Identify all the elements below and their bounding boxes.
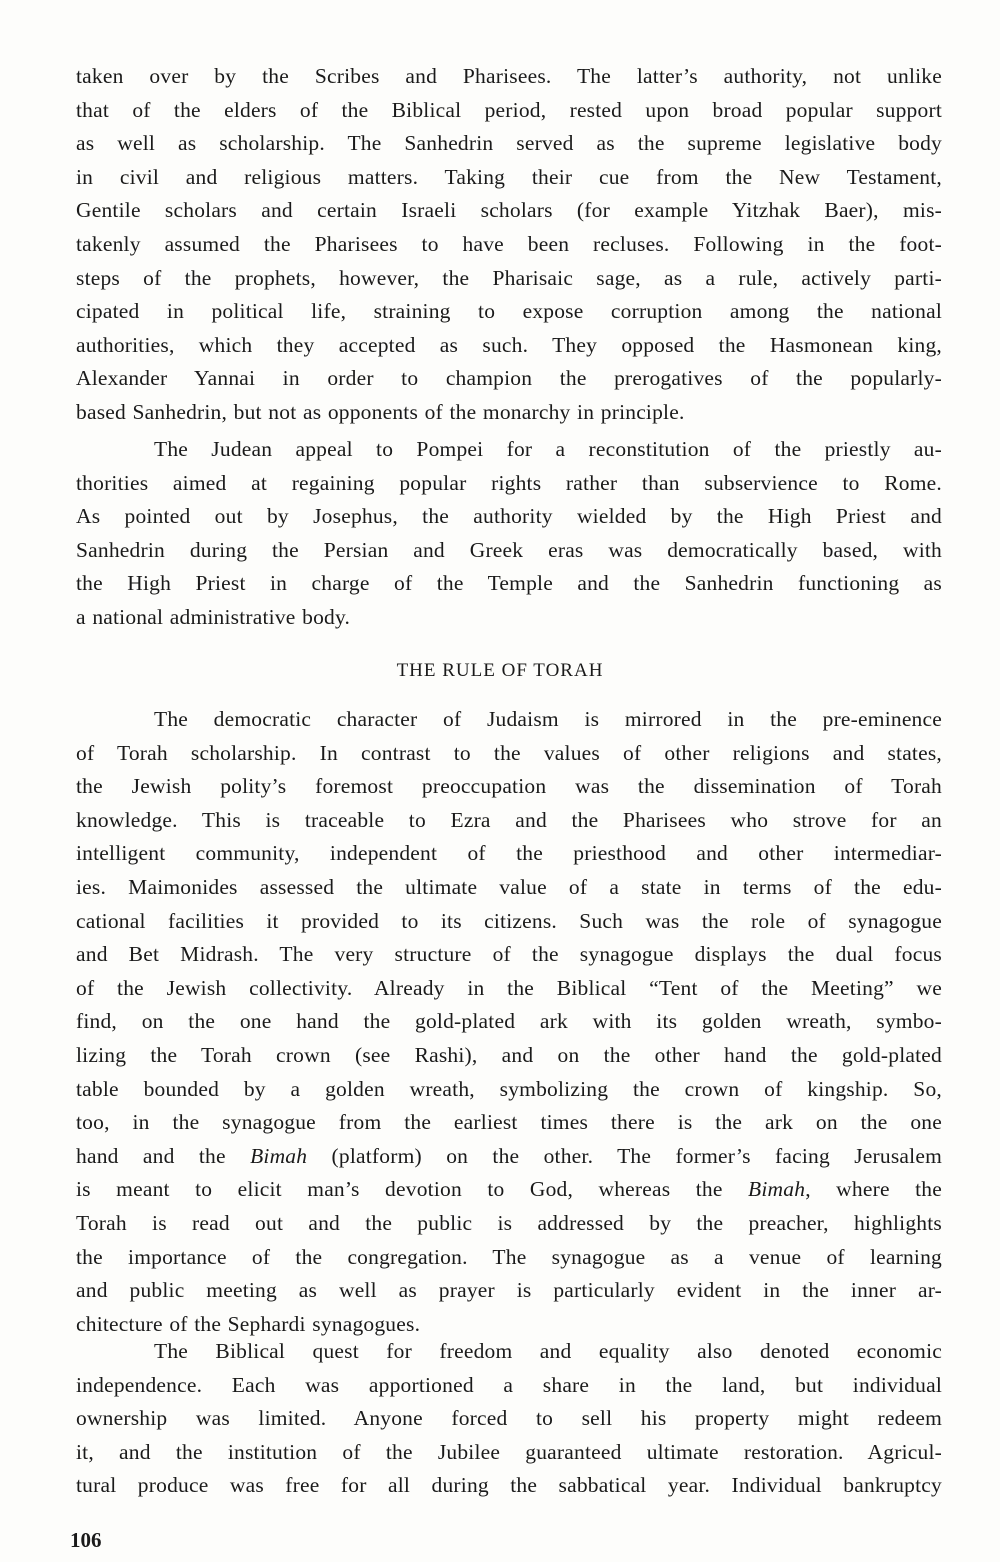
text-line: too, in the synagogue from the earliest times there is the ark on the one — [76, 1110, 942, 1135]
text-line: based Sanhedrin, but not as opponents of the monarchy in principle. — [76, 399, 685, 424]
text-line: intelligent community, independent of the priesthood and other intermediar- — [76, 841, 942, 866]
text-line: steps of the prophets, however, the Pharisaic sage, as a rule, actively parti- — [76, 265, 942, 290]
text-line: the Jewish polity’s foremost preoccupation was the dissemination of Torah — [76, 774, 942, 799]
text-line: of the Jewish collectivity. Already in the Biblical “Tent of the Meeting” we — [76, 975, 942, 1000]
text-line: cational facilities it provided to its citizens. Such was the role of synagogue — [76, 908, 942, 933]
text-line: and public meeting as well as prayer is particularly evident in the inner ar- — [76, 1278, 942, 1303]
text-line: The democratic character of Judaism is mirrored in the pre-eminence — [154, 707, 942, 731]
text-line: taken over by the Scribes and Pharisees. The latter’s authority, not unlike — [76, 64, 942, 88]
text-line: thorities aimed at regaining popular rights rather than subservience to Rome. — [76, 470, 942, 495]
paragraph-pharisees — [76, 60, 942, 430]
text-line: Sanhedrin during the Persian and Greek eras was democratically based, with — [76, 537, 942, 562]
text-line: find, on the one hand the gold-plated ark with its golden wreath, symbo- — [76, 1009, 942, 1034]
text-line: of Torah scholarship. In contrast to the values of other religions and states, — [76, 740, 942, 765]
text-line: The Biblical quest for freedom and equality also denoted economic — [154, 1339, 942, 1363]
paragraph-economic-independence — [76, 1335, 942, 1503]
text-line: Gentile scholars and certain Israeli scholars (for example Yitzhak Baer), mis- — [76, 198, 942, 223]
text-line: Alexander Yannai in order to champion the prerogatives of the popularly- — [76, 366, 942, 391]
text-line: in civil and religious matters. Taking their cue from the New Testament, — [76, 164, 942, 189]
text-line: ies. Maimonides assessed the ultimate value of a state in terms of the edu- — [76, 874, 942, 899]
text-line: table bounded by a golden wreath, symbolizing the crown of kingship. So, — [76, 1076, 942, 1101]
text-line: lizing the Torah crown (see Rashi), and on the other hand the gold-plated — [76, 1042, 942, 1067]
paragraph-judean-appeal — [76, 433, 942, 635]
text-line: a national administrative body. — [76, 604, 351, 629]
text-line: and Bet Midrash. The very structure of the synagogue displays the dual focus — [76, 942, 942, 967]
text-line: As pointed out by Josephus, the authority wielded by the High Priest and — [76, 504, 942, 529]
text-line: is meant to elicit man’s devotion to God, whereas the Bimah, where the — [76, 1177, 942, 1202]
text-line: it, and the institution of the Jubilee guaranteed ultimate restoration. Agricul- — [76, 1439, 942, 1464]
text-line: authorities, which they accepted as such. They opposed the Hasmonean king, — [76, 332, 942, 357]
text-line: knowledge. This is traceable to Ezra and the Pharisees who strove for an — [76, 807, 942, 832]
text-line: as well as scholarship. The Sanhedrin served as the supreme legislative body — [76, 131, 942, 156]
text-line: the High Priest in charge of the Temple and the Sanhedrin functioning as — [76, 571, 942, 596]
text-line: independence. Each was apportioned a share in the land, but individual — [76, 1372, 942, 1397]
text-line: Torah is read out and the public is addressed by the preacher, highlights — [76, 1210, 942, 1235]
text-line: that of the elders of the Biblical period, rested upon broad popular support — [76, 97, 942, 122]
page-number: 106 — [70, 1528, 102, 1552]
text-line: The Judean appeal to Pompei for a reconstitution of the priestly au- — [154, 437, 942, 461]
text-line: tural produce was free for all during the sabbatical year. Individual bankruptcy — [76, 1473, 942, 1498]
text-line: cipated in political life, straining to expose corruption among the national — [76, 299, 942, 324]
paragraph-rule-of-torah — [76, 703, 942, 1341]
text-line: hand and the Bimah (platform) on the other. The former’s facing Jerusalem — [76, 1143, 942, 1168]
text-line: takenly assumed the Pharisees to have been recluses. Following in the foot- — [76, 231, 942, 256]
text-line: ownership was limited. Anyone forced to sell his property might redeem — [76, 1406, 942, 1431]
section-heading: THE RULE OF TORAH — [396, 660, 604, 681]
text-line: chitecture of the Sephardi synagogues. — [76, 1311, 421, 1336]
text-line: the importance of the congregation. The synagogue as a venue of learning — [76, 1244, 942, 1269]
